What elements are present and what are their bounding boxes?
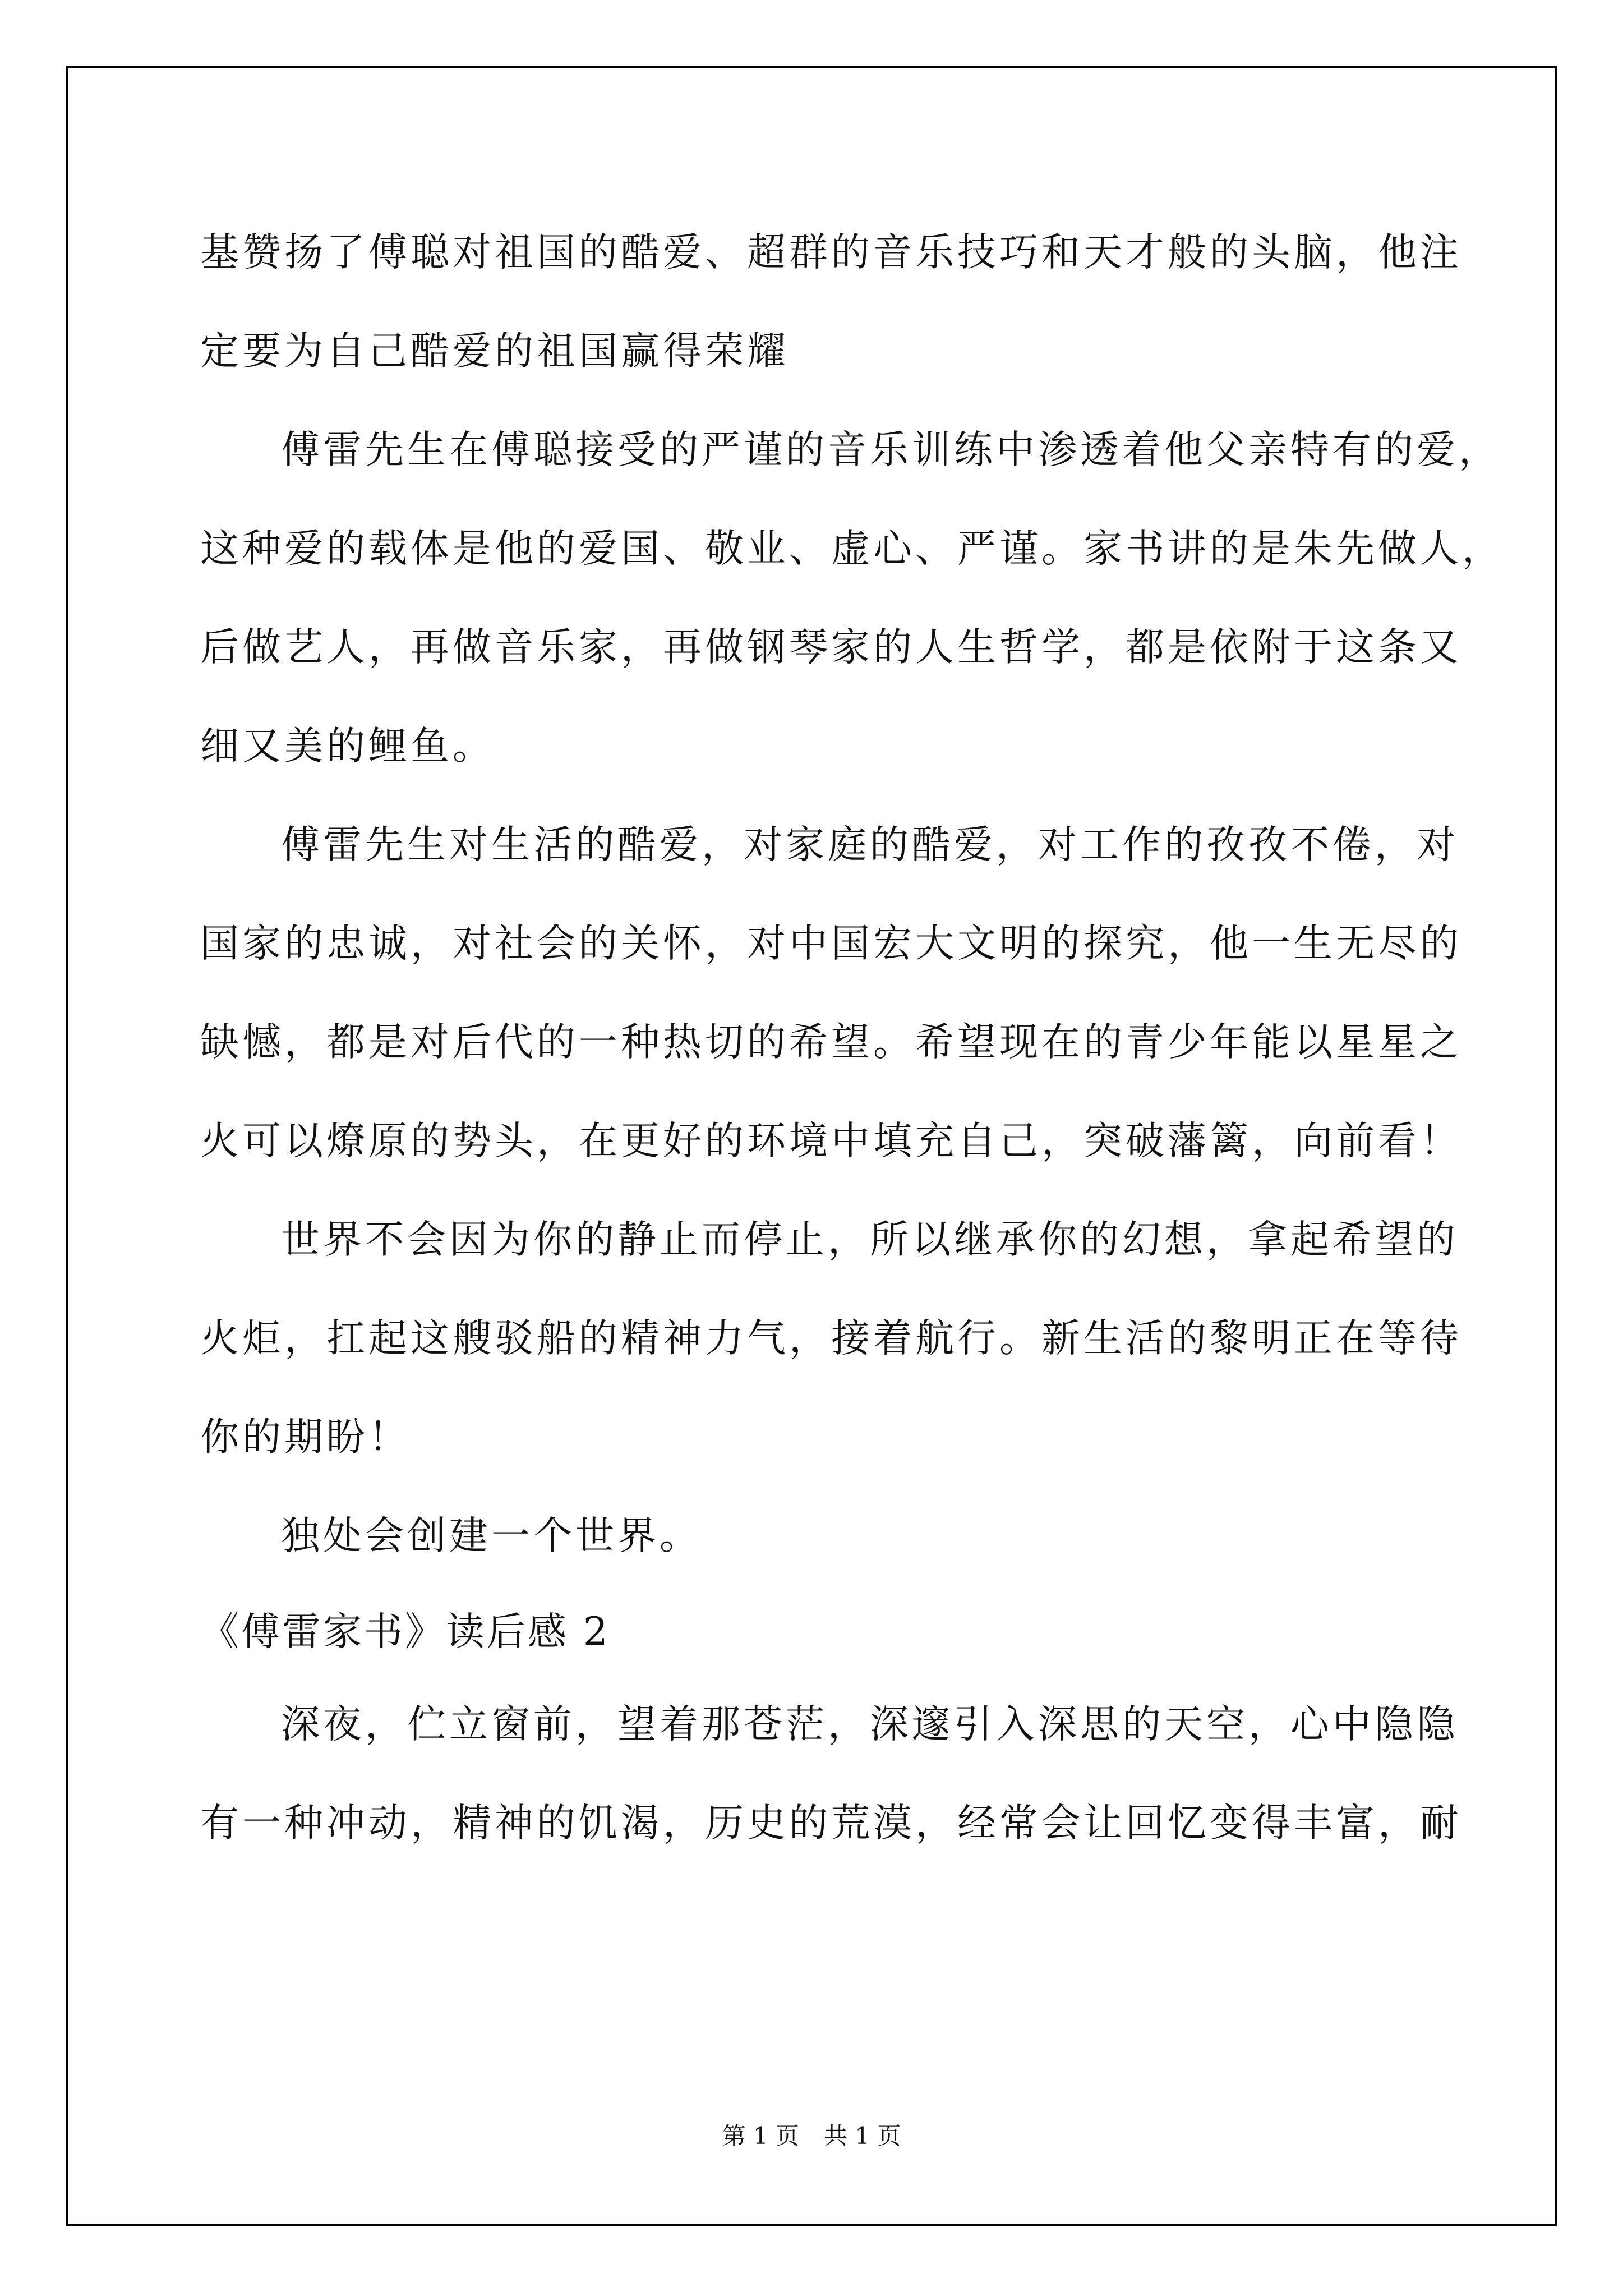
text-line: 细又美的鲤鱼。 [200, 724, 495, 769]
text-line: 火炬，扛起这艘驳船的精神力气，接着航行。新生活的黎明正在等待 [200, 1316, 1462, 1361]
page-number: 第 1 页 [722, 2122, 799, 2150]
text-line: 缺憾，都是对后代的一种热切的希望。希望现在的青少年能以星星之 [200, 1020, 1462, 1065]
paragraph-start: 世界不会因为你的静止而停止，所以继承你的幻想，拿起希望的 [281, 1217, 1459, 1262]
paragraph-start: 傅雷先生在傅聪接受的严谨的音乐训练中渗透着他父亲特有的爱， [281, 427, 1501, 472]
section-heading: 《傅雷家书》读后感 2 [200, 1609, 610, 1654]
text-line: 后做艺人，再做音乐家，再做钢琴家的人生哲学，都是依附于这条又 [200, 625, 1462, 670]
text-line: 定要为自己酷爱的祖国赢得荣耀 [200, 329, 789, 374]
page-total: 共 1 页 [824, 2122, 901, 2150]
text-line: 这种爱的载体是他的爱国、敬业、虚心、严谨。家书讲的是朱先做人， [200, 526, 1504, 571]
text-line: 基赞扬了傅聪对祖国的酷爱、超群的音乐技巧和天才般的头脑，他注 [200, 230, 1462, 275]
text-line: 有一种冲动，精神的饥渴，历史的荒漠，经常会让回忆变得丰富，耐 [200, 1801, 1462, 1846]
text-line: 你的期盼！ [200, 1415, 411, 1460]
paragraph-start: 独处会创建一个世界。 [281, 1513, 702, 1558]
text-line: 国家的忠诚，对社会的关怀，对中国宏大文明的探究，他一生无尽的 [200, 921, 1462, 966]
paragraph-start: 深夜，伫立窗前，望着那苍茫，深邃引入深思的天空，心中隐隐 [281, 1702, 1459, 1747]
page-footer [0, 2118, 1623, 2151]
text-line: 火可以燎原的势头，在更好的环境中填充自己，突破藩篱，向前看！ [200, 1119, 1462, 1163]
document-body [200, 210, 1504, 1880]
paragraph-start: 傅雷先生对生活的酷爱，对家庭的酷爱，对工作的孜孜不倦，对 [281, 822, 1459, 867]
